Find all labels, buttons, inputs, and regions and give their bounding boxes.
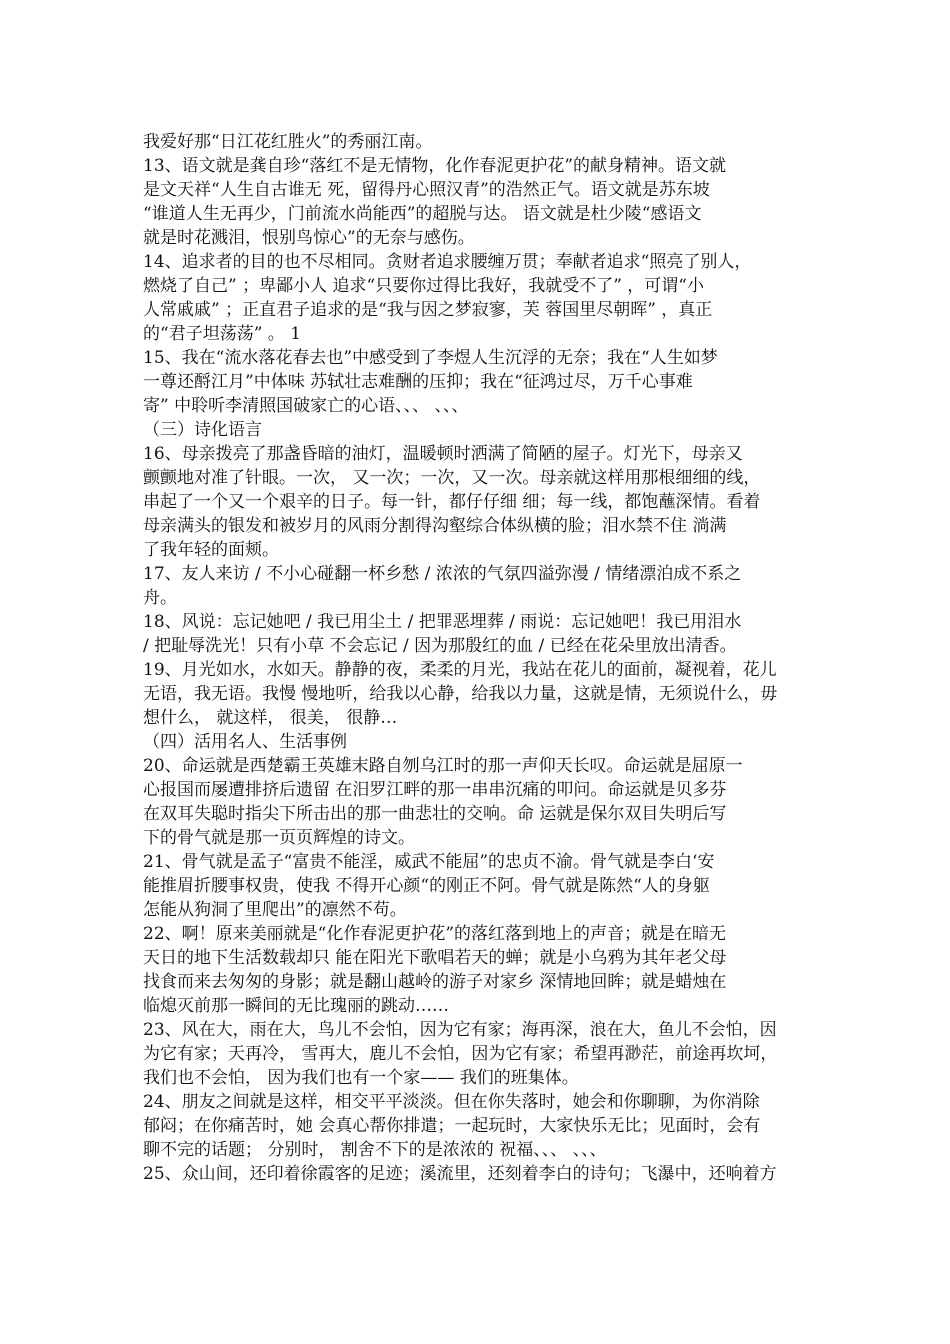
text-line: 想什么， 就这样， 很美， 很静…: [143, 708, 398, 728]
text-line: 寄” 中聆听李清照国破家亡的心语、、、 、、、: [143, 396, 469, 416]
text-line: 怎能从狗洞了里爬出”的凛然不苟。: [143, 900, 407, 920]
text-line: 一尊还酹江月”中体味 苏轼壮志难酬的压抑；我在“征鸿过尽，万千心事难: [143, 372, 693, 392]
text-line: 临熄灭前那一瞬间的无比瑰丽的跳动……: [143, 996, 449, 1016]
text-line: 下的骨气就是那一页页辉煌的诗文。: [143, 828, 415, 848]
text-line: 天日的地下生活数载却只 能在阳光下歌唱若天的蝉；就是小乌鸦为其年老父母: [143, 948, 727, 968]
text-line: 为它有家；天再冷， 雪再大，鹿儿不会怕，因为它有家；希望再渺茫，前途再坎坷，: [143, 1044, 778, 1064]
text-line: 17、友人来访 / 不小心碰翻一杯乡愁 / 浓浓的气氛四溢弥漫 / 情绪漂泊成不系之: [143, 564, 742, 584]
text-line: 20、命运就是西楚霸王英雄末路自刎乌江时的那一声仰天长叹。命运就是屈原一: [143, 756, 743, 776]
text-line: 13、语文就是龚自珍“落红不是无情物，化作春泥更护花”的献身精神。语文就: [143, 156, 727, 176]
text-line: 我们也不会怕， 因为我们也有一个家—— 我们的班集体。: [143, 1068, 579, 1088]
text-line: 心报国而屡遭排挤后遗留 在汨罗江畔的那一串串沉痛的叩问。命运就是贝多芬: [143, 780, 727, 800]
text-line: 15、我在“流水落花春去也”中感受到了李煜人生沉浮的无奈；我在“人生如梦: [143, 348, 718, 368]
text-line: 的“君子坦荡荡” 。 1: [143, 324, 302, 344]
document-body: [143, 130, 805, 1186]
text-line: 了我年轻的面颊。: [143, 540, 279, 560]
text-line: 我爱好那“日江花红胜火”的秀丽江南。: [143, 132, 433, 152]
text-line: 19、月光如水，水如天。静静的夜，柔柔的月光，我站在花儿的面前，凝视着，花儿: [143, 660, 777, 680]
text-line: 母亲满头的银发和被岁月的风雨分割得沟壑综合体纵横的脸；泪水禁不住 淌满: [143, 516, 727, 536]
text-line: 24、朋友之间就是这样，相交平平淡淡。但在你失落时，她会和你聊聊，为你消除: [143, 1092, 760, 1112]
text-line: 14、追求者的目的也不尽相同。贪财者追求腰缠万贯；奉献者追求“照亮了别人，: [143, 252, 752, 272]
text-line: 21、骨气就是孟子“富贵不能淫，威武不能屈”的忠贞不渝。骨气就是李白‘安: [143, 852, 715, 872]
text-line: 能推眉折腰事权贵，使我 不得开心颜“的刚正不阿。骨气就是陈然“人的身躯: [143, 876, 710, 896]
text-line: （三）诗化语言: [143, 420, 262, 440]
text-line: 是文天祥“人生自古谁无 死，留得丹心照汉青”的浩然正气。语文就是苏东坡: [143, 180, 710, 200]
text-line: / 把耻辱洗光！只有小草 不会忘记 / 因为那殷红的血 / 已经在花朵里放出清香。: [143, 636, 737, 656]
text-line: 在双耳失聪时指尖下所击出的那一曲悲壮的交响。命 运就是保尔双目失明后写: [143, 804, 727, 824]
text-line: 人常戚戚” ；正直君子追求的是“我与因之梦寂寥，芙 蓉国里尽朝晖” ，真正: [143, 300, 713, 320]
text-line: 燃烧了自己” ；卑鄙小人 追求“只要你过得比我好，我就受不了” ，可谓“小: [143, 276, 704, 296]
text-line: 18、风说：忘记她吧 / 我已用尘土 / 把罪恶埋葬 / 雨说：忘记她吧！我已用泪水: [143, 612, 742, 632]
text-line: 找食而来去匆匆的身影；就是翻山越岭的游子对家乡 深情地回眸；就是蜡烛在: [143, 972, 727, 992]
text-line: “谁道人生无再少，门前流水尚能西”的超脱与达。 语文就是杜少陵“感语文: [143, 204, 702, 224]
text-line: 22、啊！原来美丽就是“化作春泥更护花”的落红落到地上的声音；就是在暗无: [143, 924, 727, 944]
text-line: 串起了一个又一个艰辛的日子。每一针，都仔仔细 细；每一线，都饱蘸深情。看着: [143, 492, 761, 512]
text-line: 16、母亲拨亮了那盏昏暗的油灯，温暖顿时洒满了简陋的屋子。灯光下，母亲又: [143, 444, 743, 464]
text-line: 郁闷；在你痛苦时，她 会真心帮你排遣；一起玩时，大家快乐无比；见面时，会有: [143, 1116, 761, 1136]
text-line: 无语，我无语。我慢 慢地听，给我以心静，给我以力量，这就是情，无须说什么，毋: [143, 684, 778, 704]
text-line: 23、风在大，雨在大，鸟儿不会怕，因为它有家；海再深，浪在大，鱼儿不会怕，因: [143, 1020, 777, 1040]
text-line: （四）活用名人、生活事例: [143, 732, 347, 752]
text-line: 就是时花溅泪，恨别鸟惊心”的无奈与感伤。: [143, 228, 475, 248]
text-line: 舟。: [143, 588, 177, 608]
text-line: 颤颤地对准了针眼。一次， 又一次；一次，又一次。母亲就这样用那根细细的线，: [143, 468, 761, 488]
text-line: 聊不完的话题； 分别时， 割舍不下的是浓浓的 祝福、、、 、、、: [143, 1140, 607, 1160]
text-line: 25、众山间，还印着徐霞客的足迹；溪流里，还刻着李白的诗句；飞瀑中，还响着方: [143, 1164, 777, 1184]
